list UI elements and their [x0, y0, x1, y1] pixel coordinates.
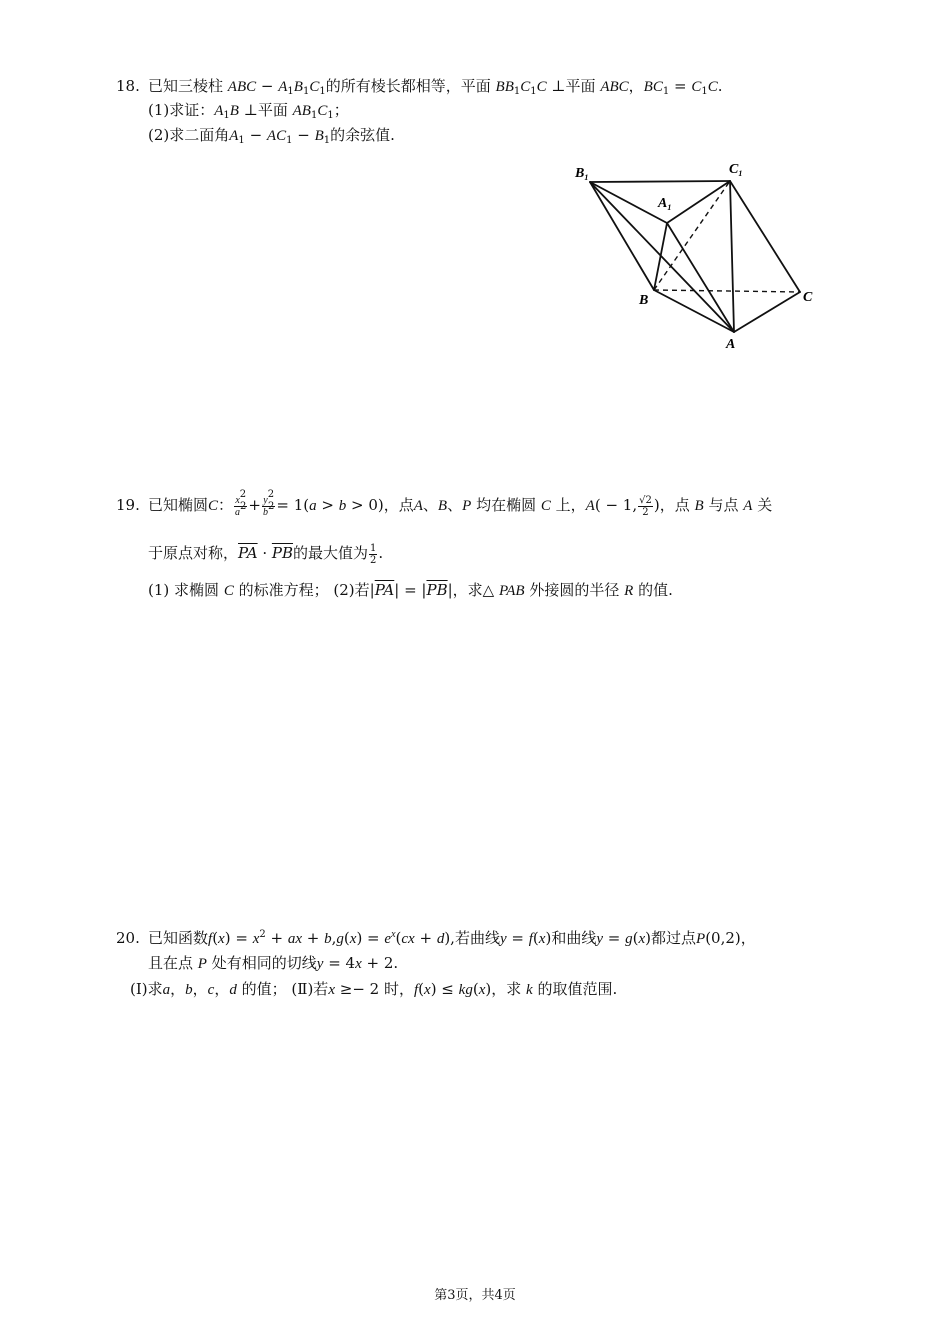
q19-line2: 于原点对称，$\overline{PA} \cdot \overline{PB}$的最大值为 $\frac{1}{2}$ . — [148, 542, 384, 566]
page-footer: 第3页，共4页 — [434, 1288, 516, 1303]
label-A: A — [726, 337, 736, 352]
q20-line2: 且在点 P 处有相同的切线y = 4x + 2. — [148, 954, 399, 972]
label-B1: $B_1$ — [575, 166, 589, 182]
q19-number: 19. — [116, 496, 140, 514]
label-C: C — [803, 290, 813, 305]
q18-stem: 18. 已知三棱柱 ABC − $A_1B_1C_1$的所有棱长都相等，平面 $BB_1C_1C$ ⊥平面 ABC，$BC_1 = C_1C$. — [116, 77, 723, 97]
q20-line3: (Ⅰ)求a，b，c，d 的值； (Ⅱ)若x ≥− 2 时，f(x) ≤ kg(x)，求 k 的取值范围. — [130, 980, 618, 998]
label-B: B — [639, 293, 649, 308]
q18-part2: (2)求二面角$A_1 - AC_1 - B_1$的余弦值. — [148, 126, 395, 146]
q18-number: 18. — [116, 77, 140, 95]
q18-part1: (1)求证：$A_1B$ ⊥平面 $AB_1C_1$； — [148, 101, 349, 121]
label-A1: $A_1$ — [658, 196, 672, 212]
label-C1: $C_1$ — [729, 162, 743, 178]
q19-line3: (1) 求椭圆 C 的标准方程； (2)若$|\overline{PA}| = |\overline{PB}|$，求△ PAB 外接圆的半径 R 的值. — [148, 581, 673, 599]
q20-stem: 20. 已知函数$f(x) = x^2$ + ax + $b,g(x) = e^x(cx + d)$,若曲线y = f(x)和曲线y = g(x)都过点P(0,2)， — [116, 929, 756, 947]
q20-number: 20. — [116, 929, 140, 947]
q19-stem: 19. 已知椭圆C： $\frac{x^2}{a^2}$ + $\frac{y^2}{b^2}$ = 1(a > b > 0)，点A、B、P 均在椭圆 C 上，A( − 1, $\frac{√2}{2}$ )，点 B 与点 A 关 — [116, 490, 772, 521]
prism-figure — [565, 152, 835, 382]
